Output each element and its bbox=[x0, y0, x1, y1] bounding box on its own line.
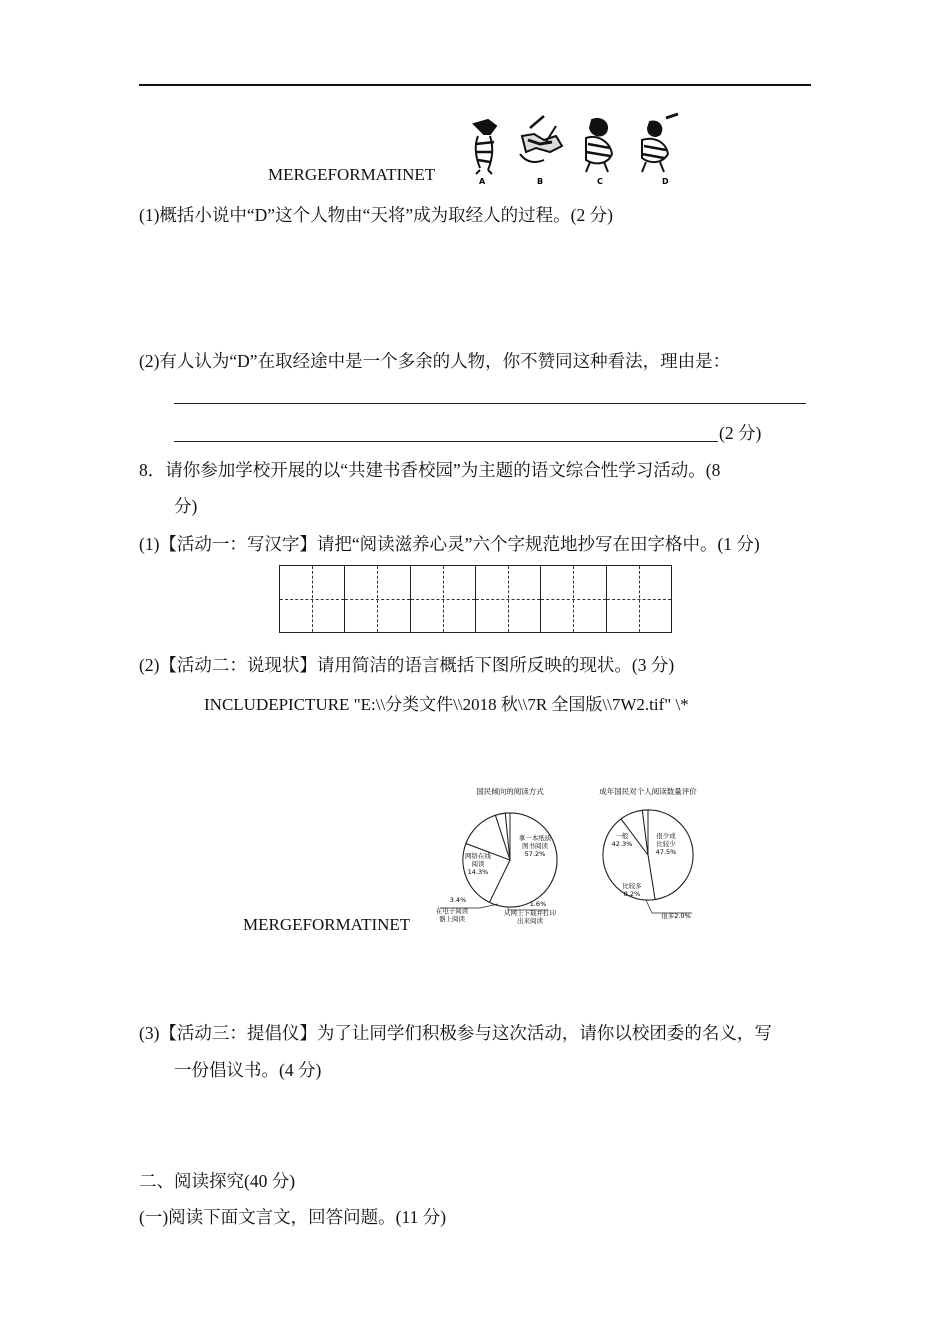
answer-line-2[interactable] bbox=[174, 441, 718, 442]
q8-act3-line2: 一份倡议书。(4 分) bbox=[174, 1060, 322, 1080]
grid-cell[interactable] bbox=[541, 566, 606, 632]
pie-label-2: 阅读 bbox=[471, 860, 485, 868]
char-label-c: C bbox=[597, 177, 603, 186]
pie1-value-3: 3.4% bbox=[449, 896, 467, 904]
pie-label-0: 47.5% bbox=[655, 848, 677, 856]
pie-label-4: 出来阅读 bbox=[517, 917, 543, 925]
q8-act2: (2)【活动二：说现状】请用简洁的语言概括下图所反映的现状。(3 分) bbox=[139, 655, 675, 675]
answer-line-1[interactable] bbox=[174, 403, 806, 404]
pie-label-3: 在电子阅读 bbox=[435, 907, 469, 915]
grid-cell[interactable] bbox=[280, 566, 345, 632]
characters-figure bbox=[462, 112, 694, 188]
pie-label-0: 图书阅读 bbox=[522, 842, 548, 850]
pie-label-3: 很多2.0% bbox=[661, 912, 691, 920]
pie1-title: 国民倾向的阅读方式 bbox=[476, 787, 544, 796]
character-c-icon bbox=[586, 119, 612, 172]
q8-act1: (1)【活动一：写汉字】请把“阅读滋养心灵”六个字规范地抄写在田字格中。(1 分) bbox=[139, 534, 760, 554]
pie-label-0: 拿一本纸质 bbox=[518, 834, 552, 842]
grid-cell[interactable] bbox=[607, 566, 671, 632]
character-b-icon bbox=[520, 116, 562, 162]
field-code-merge-1: MERGEFORMATINET bbox=[268, 165, 436, 184]
q8-stem-line1: 8．请你参加学校开展的以“共建书香校园”为主题的语文综合性学习活动。(8 bbox=[139, 460, 721, 480]
field-code-include-picture: INCLUDEPICTURE "E:\\分类文件\\2018 秋\\7R 全国版\\7W2.tif" \* bbox=[204, 695, 689, 714]
char-label-a: A bbox=[479, 177, 486, 186]
character-a-icon bbox=[474, 120, 496, 174]
tianzige-grid[interactable] bbox=[279, 565, 672, 633]
pie-label-2: 14.3% bbox=[467, 868, 489, 876]
pie-charts bbox=[430, 780, 730, 940]
pie1-value-4: 1.6% bbox=[529, 900, 547, 908]
pie-label-0: 比较少 bbox=[656, 840, 676, 848]
q8-stem-line2: 分) bbox=[174, 496, 198, 516]
pie-label-0: 很少或 bbox=[656, 832, 676, 840]
section2-title: 二、阅读探究(40 分) bbox=[139, 1171, 296, 1191]
grid-cell[interactable] bbox=[411, 566, 476, 632]
pie-label-0: 57.2% bbox=[524, 850, 546, 858]
pie2-title: 成年国民对个人阅读数量评价 bbox=[599, 787, 697, 796]
q7-sub2-points: (2 分) bbox=[719, 423, 762, 443]
field-code-merge-2: MERGEFORMATINET bbox=[243, 915, 411, 934]
grid-cell[interactable] bbox=[345, 566, 410, 632]
pie-label-1: 42.3% bbox=[611, 840, 633, 848]
pie-label-2: 比较多 bbox=[622, 882, 642, 890]
top-rule bbox=[139, 84, 811, 86]
pie-label-2: 8.2% bbox=[623, 890, 641, 898]
pie-label-1: 一般 bbox=[615, 832, 629, 840]
section2-sub: (一)阅读下面文言文，回答问题。(11 分) bbox=[139, 1207, 447, 1227]
char-label-b: B bbox=[537, 177, 544, 186]
pie-label-2: 网络在线 bbox=[465, 852, 491, 860]
pie-label-4: 从网上下载并打印 bbox=[504, 909, 556, 917]
grid-cell[interactable] bbox=[476, 566, 541, 632]
q7-sub2: (2)有人认为“D”在取经途中是一个多余的人物，你不赞同这种看法，理由是： bbox=[139, 351, 731, 371]
character-d-icon bbox=[642, 114, 678, 172]
q8-act3-line1: (3)【活动三：提倡仪】为了让同学们积极参与这次活动，请你以校团委的名义，写 bbox=[139, 1023, 772, 1043]
pie-label-3: 器上阅读 bbox=[439, 915, 465, 923]
char-label-d: D bbox=[662, 177, 669, 186]
q7-sub1: (1)概括小说中“D”这个人物由“天将”成为取经人的过程。(2 分) bbox=[139, 205, 613, 225]
